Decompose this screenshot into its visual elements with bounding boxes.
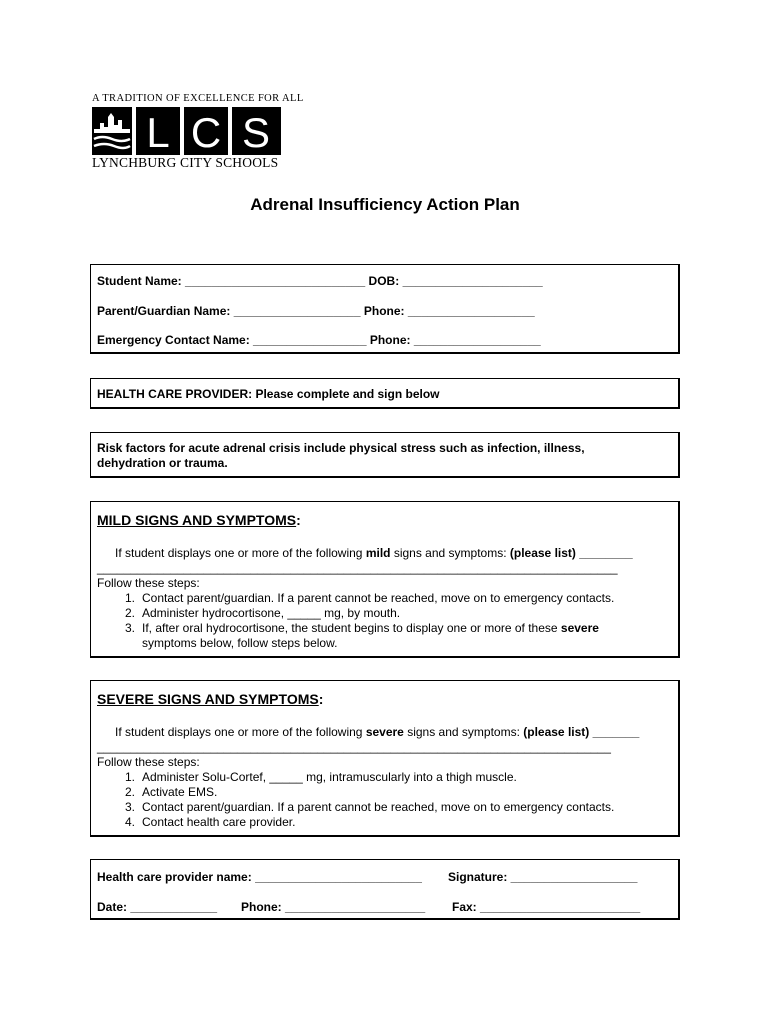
provider-banner-text: HEALTH CARE PROVIDER: Please complete and sign below [97,387,440,401]
parent-row [97,304,535,318]
list-item: 2. Administer hydrocortisone, _____ mg, by mouth. [124,606,401,620]
mild-intro-bold: mild [365,546,391,560]
list-item: 2. Activate EMS. [124,785,218,799]
list-item: 4. Contact health care provider. [124,815,296,829]
parent-name-field[interactable]: ___________________ [233,304,361,318]
dob-label: DOB: [365,274,403,288]
logo-district: LYNCHBURG CITY SCHOOLS [92,155,279,170]
mild-symptoms-field[interactable]: (please list) ________ [509,546,633,560]
fax-label: Fax: [452,900,481,914]
emergency-phone-label: Phone: [366,333,414,347]
phone-field[interactable]: _____________________ [285,900,426,914]
mild-intro [115,546,633,560]
provider-name-field[interactable]: _________________________ [255,870,422,884]
mild-intro-prefix: If student displays one or more of the following [115,546,366,560]
severe-intro [115,725,639,739]
mild-step-3-cont: symptoms below, follow steps below. [142,636,338,650]
signature-label: Signature: [448,870,511,884]
mild-symptoms-box [90,501,680,658]
provider-name-label: Health care provider name: [97,870,256,884]
mild-heading-text: MILD SIGNS AND SYMPTOMS [97,512,297,528]
emergency-phone-field[interactable]: ___________________ [413,333,541,347]
mild-blank-line[interactable]: ______________________________________________________________________________ [97,561,618,575]
dob-field[interactable]: _____________________ [402,274,543,288]
severe-symptoms-box [90,680,680,837]
risk-factors-line-1: Risk factors for acute adrenal crisis include physical stress such as infection, illness, [97,441,585,455]
severe-heading-colon: : [318,691,324,707]
page-title: Adrenal Insufficiency Action Plan [250,195,520,214]
severe-steps-list [97,770,614,830]
mild-step-3-text: If, after oral hydrocortisone, the student begins to display one or more of these [142,621,561,635]
date-field[interactable]: _____________ [130,900,218,914]
skyline-river-icon [92,107,132,155]
date-cell [97,900,217,914]
severe-step-3-text: Contact parent/guardian. If a parent cannot be reached, move on to emergency contacts. [142,800,615,814]
logo-letter-l: L [146,109,170,155]
logo-letter-c: C [190,109,222,155]
phone-cell [241,900,425,914]
signature-cell [448,870,637,884]
emergency-row [97,333,541,347]
severe-follow-label: Follow these steps: [97,755,200,769]
mild-step-2-text: Administer hydrocortisone, _____ mg, by mouth. [142,606,401,620]
student-name-row [97,274,543,288]
student-info-box [90,264,680,354]
risk-factors-box [90,432,680,478]
student-name-field[interactable]: ___________________________ [185,274,366,288]
mild-step-3-bold: severe [560,621,599,635]
phone-label: Phone: [241,900,285,914]
fax-field[interactable]: ________________________ [480,900,641,914]
severe-heading-text: SEVERE SIGNS AND SYMPTOMS [97,691,319,707]
mild-heading [97,512,301,528]
fax-cell [452,900,640,914]
parent-phone-label: Phone: [360,304,408,318]
parent-phone-field[interactable]: ___________________ [407,304,535,318]
student-name-label: Student Name: [97,274,186,288]
list-item: 3. If, after oral hydrocortisone, the student begins to display one or more of these severe symptoms below, follow steps below. [124,621,599,650]
lcs-logo [92,107,281,155]
severe-intro-prefix: If student displays one or more of the following [115,725,366,739]
provider-banner-box [90,378,680,409]
severe-heading [97,691,323,707]
severe-step-1-text: Administer Solu-Cortef, _____ mg, intramuscularly into a thigh muscle. [142,770,517,784]
mild-intro-suffix: signs and symptoms: [390,546,510,560]
logo-letter-s: S [241,109,271,155]
provider-signature-row [97,870,422,884]
parent-name-label: Parent/Guardian Name: [97,304,234,318]
mild-heading-colon: : [296,512,301,528]
date-label: Date: [97,900,131,914]
emergency-name-label: Emergency Contact Name: [97,333,254,347]
severe-step-4-text: Contact health care provider. [142,815,296,829]
signature-box [90,859,680,920]
signature-field[interactable]: ___________________ [510,870,638,884]
risk-factors-line-2: dehydration or trauma. [97,456,228,470]
mild-follow-label: Follow these steps: [97,576,200,590]
severe-symptoms-field[interactable]: (please list) _______ [523,725,640,739]
mild-step-1-text: Contact parent/guardian. If a parent cannot be reached, move on to emergency contacts. [142,591,615,605]
logo-tagline: A TRADITION OF EXCELLENCE FOR ALL [92,93,304,104]
mild-steps-list [97,591,614,651]
severe-blank-line[interactable]: _____________________________________________________________________________ [97,740,611,754]
emergency-name-field[interactable]: _________________ [253,333,367,347]
list-item: 1. Administer Solu-Cortef, _____ mg, intramuscularly into a thigh muscle. [124,770,517,784]
list-item: 1. Contact parent/guardian. If a parent cannot be reached, move on to emergency contacts. [124,591,615,605]
severe-step-2-text: Activate EMS. [142,785,218,799]
severe-intro-suffix: signs and symptoms: [403,725,524,739]
severe-intro-bold: severe [365,725,404,739]
list-item: 3. Contact parent/guardian. If a parent cannot be reached, move on to emergency contacts. [124,800,615,814]
